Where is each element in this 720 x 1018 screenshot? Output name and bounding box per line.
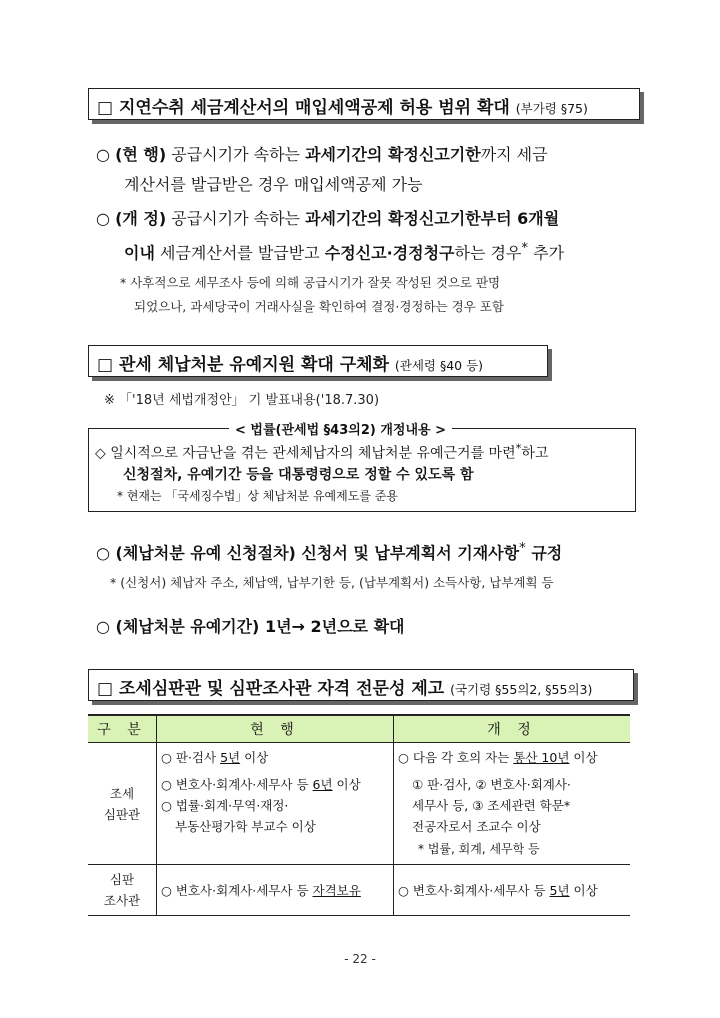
section1-title: □ 지연수취 세금계산서의 매입세액공제 허용 범위 확대: [97, 98, 510, 118]
section2-remark: ※ 「'18년 세법개정안」 기 발표내용('18.7.30): [104, 393, 380, 408]
section1-item2-line2: 이내 세금계산서를 발급받고 수정신고·경정청구하는 경우* 추가: [124, 241, 565, 263]
section2-header: [88, 345, 548, 377]
section1-item2-line1: ○ (개 정) 공급시기가 속하는 과세기간의 확정신고기한부터 6개월: [96, 209, 560, 228]
table-header-row: [88, 715, 630, 743]
header-revised: 개 정: [394, 715, 631, 743]
row2-revised: ○ 변호사·회계사·세무사 등 5년 이상: [394, 865, 631, 916]
section3-ref: (국기령 §55의2, §55의3): [450, 682, 593, 697]
law-change-note: * 현재는 「국세징수법」상 체납처분 유예제도를 준용: [117, 489, 398, 503]
row1-current: ○ 판·검사 5년 이상 ○ 변호사·회계사·세무사 등 6년 이상 ○ 법률·회계·무역·재정· 부동산평가학 부교수 이상: [157, 743, 394, 865]
law-change-line1: ◇ 일시적으로 자금난을 겪는 관세체납자의 체납처분 유예근거를 마련*하고: [95, 441, 549, 462]
law-change-box: [88, 423, 636, 512]
row1-revised: ○ 다음 각 호의 자는 통산 10년 이상 ① 판·검사, ② 변호사·회계사· 세무사 등, ③ 조세관련 학문* 전공자로서 조교수 이상 * 법률, 회계, 세무학 등: [394, 743, 631, 865]
section2-item1-note: * (신청서) 체납자 주소, 체납액, 납부기한 등, (납부계획서) 소득사항, 납부계획 등: [110, 575, 554, 590]
section3-header: [88, 669, 634, 701]
section2-ref: (관세령 §40 등): [394, 358, 484, 373]
section1-header: [88, 88, 640, 120]
section1-item1-line1: ○ (현 행) 공급시기가 속하는 과세기간의 확정신고기한까지 세금: [96, 145, 548, 164]
row2-category: 심판 조사관: [88, 865, 157, 916]
law-change-box-title: < 법률(관세법 §43의2) 개정내용 >: [229, 419, 452, 438]
row1-category: 조세 심판관: [88, 743, 157, 865]
section3-title: □ 조세심판관 및 심판조사관 자격 전문성 제고: [97, 679, 445, 699]
section1-item1-line2: 계산서를 발급받은 경우 매입세액공제 가능: [124, 175, 423, 194]
section1-note-line1: * 사후적으로 세무조사 등에 의해 공급시기가 잘못 작성된 것으로 판명: [120, 275, 501, 290]
table-row: [88, 743, 630, 865]
section1-ref: (부가령 §75): [515, 101, 588, 116]
header-category: 구 분: [88, 715, 157, 743]
section2-title: □ 관세 체납처분 유예지원 확대 구체화: [97, 355, 389, 375]
section2-item2: ○ (체납처분 유예기간) 1년→ 2년으로 확대: [96, 617, 405, 636]
table-row: [88, 865, 630, 916]
row2-current: ○ 변호사·회계사·세무사 등 자격보유: [157, 865, 394, 916]
law-change-line2: 신청절차, 유예기간 등을 대통령령으로 정할 수 있도록 함: [123, 467, 474, 483]
section1-note-line2: 되었으나, 과세당국이 거래사실을 확인하여 결정·경정하는 경우 포함: [134, 299, 504, 314]
page-number: - 22 -: [344, 952, 376, 966]
header-current: 현 행: [157, 715, 394, 743]
qualification-table: [88, 714, 630, 916]
section2-item1: ○ (체납처분 유예 신청절차) 신청서 및 납부계획서 기재사항* 규정: [96, 541, 563, 563]
